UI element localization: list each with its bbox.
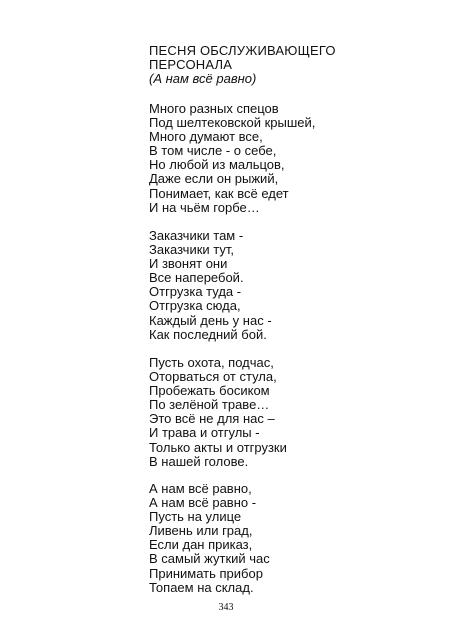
stanza-2	[149, 229, 272, 342]
verse-line: В нашей голове.	[149, 453, 249, 469]
verse-line: Если дан приказ,	[149, 537, 253, 553]
stanza-3	[149, 356, 287, 469]
verse-line: Много разных спецов	[149, 101, 279, 116]
verse-line: По зелёной траве…	[149, 397, 270, 413]
verse-line: Пусть на улице	[149, 509, 242, 525]
title-line-1: ПЕСНЯ ОБСЛУЖИВАЮЩЕГО	[149, 43, 336, 58]
verse-line: И трава и отгулы -	[149, 425, 260, 441]
verse-line: И звонят они	[149, 256, 228, 272]
verse-line: Отгрузка туда -	[149, 284, 242, 300]
verse-line: В самый жуткий час	[149, 551, 270, 567]
verse-line: А нам всё равно -	[149, 495, 257, 511]
verse-line: Но любой из мальцов,	[149, 157, 285, 173]
verse-line: А нам всё равно,	[149, 481, 252, 496]
verse-line: И на чьём горбе…	[149, 199, 260, 215]
song-subtitle: (А нам всё равно)	[149, 71, 257, 86]
verse-line: Пробежать босиком	[149, 383, 270, 399]
song-title	[149, 44, 336, 72]
verse-line: Принимать прибор	[149, 565, 263, 581]
verse-line: Топаем на склад.	[149, 579, 254, 595]
page-number: 343	[218, 602, 234, 613]
verse-line: Все наперебой.	[149, 270, 244, 286]
verse-line: Ливень или град,	[149, 523, 253, 539]
stanza-4	[149, 482, 270, 595]
verse-line: Заказчики там -	[149, 228, 244, 243]
title-line-2: ПЕРСОНАЛА	[149, 57, 233, 72]
verse-line: Понимает, как всё едет	[149, 185, 289, 201]
verse-line: В том числе - о себе,	[149, 143, 277, 159]
verse-line: Много думают все,	[149, 129, 263, 145]
verse-line: Заказчики тут,	[149, 242, 234, 258]
verse-line: Это всё не для нас –	[149, 411, 275, 427]
verse-line: Пусть охота, подчас,	[149, 355, 274, 370]
verse-line: Только акты и отгрузки	[149, 439, 287, 455]
verse-line: Каждый день у нас -	[149, 312, 272, 328]
verse-line: Отгрузка сюда,	[149, 298, 241, 314]
verse-line: Как последний бой.	[149, 326, 267, 342]
verse-line: Под шелтековской крышей,	[149, 115, 316, 131]
stanza-1	[149, 102, 315, 215]
verse-line: Даже если он рыжий,	[149, 171, 279, 187]
verse-line: Оторваться от стула,	[149, 369, 277, 385]
